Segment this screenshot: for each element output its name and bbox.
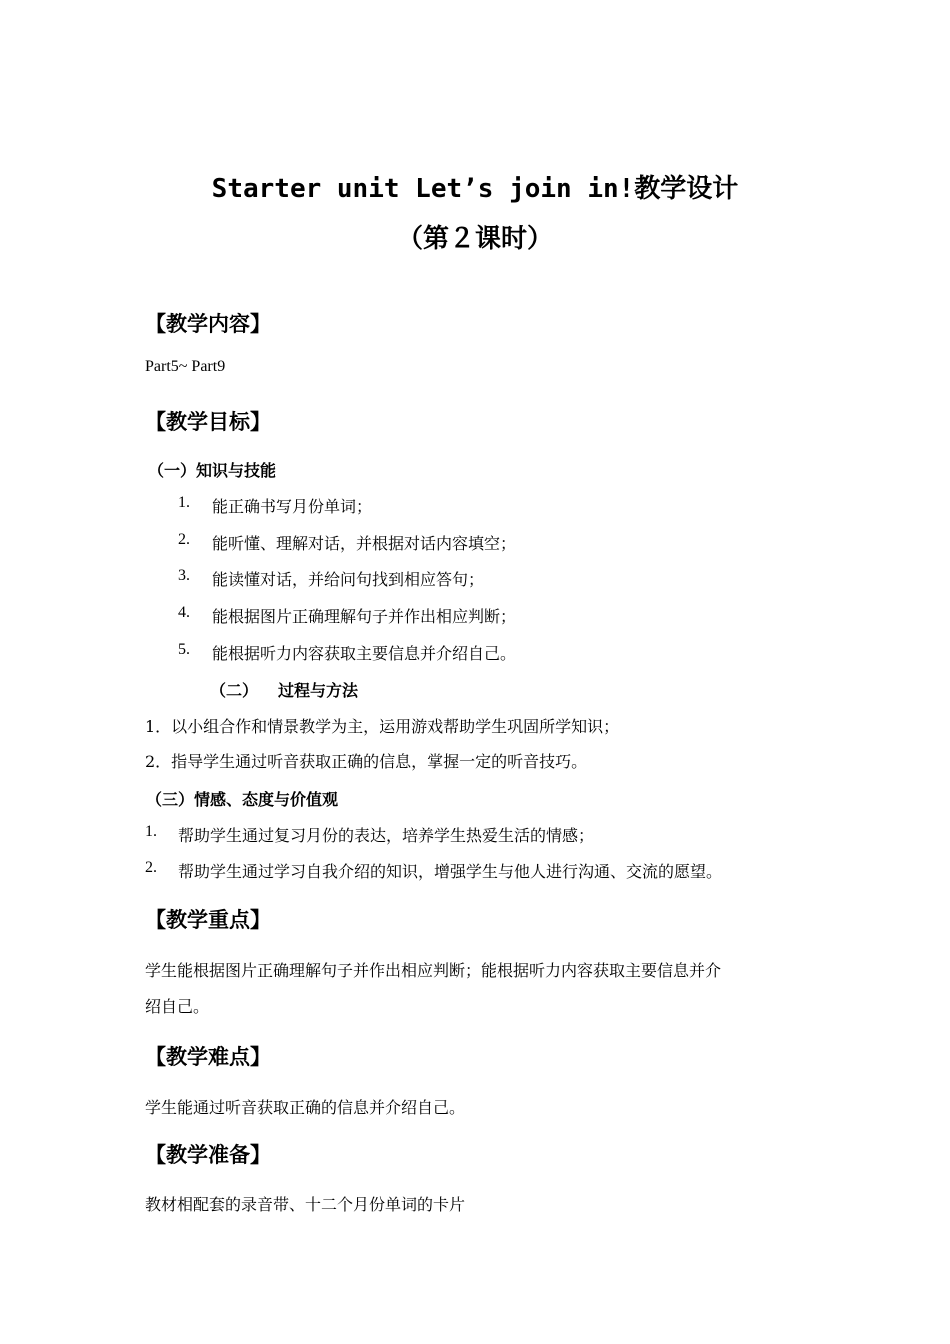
list-item-text: 1．以小组合作和情景教学为主，运用游戏帮助学生巩固所学知识； [145,717,620,736]
section-heading-difficulties: 【教学难点】 [145,1045,271,1069]
content-text: Part5~ Part9 [145,358,226,375]
objectives-part1-title: （一）知识与技能 [148,461,277,480]
list-item-number: 1. [145,823,157,840]
list-item-number: 1. [178,494,190,511]
list-item-text: 能听懂、理解对话，并根据对话内容填空； [212,534,517,553]
list-item-text: 能根据图片正确理解句子并作出相应判断； [212,607,517,626]
list-item-number: 5. [178,641,190,658]
objectives-part3-title: （三）情感、态度与价值观 [146,790,339,809]
document-subtitle: （第２课时） [396,224,553,254]
preparation-text: 教材相配套的录音带、十二个月份单词的卡片 [145,1195,466,1214]
list-item-text: 能正确书写月份单词； [212,497,373,516]
section-heading-objectives: 【教学目标】 [145,410,271,434]
document-title: Starter unit Let’s join in!教学设计 [211,174,739,204]
list-item-text: 帮助学生通过学习自我介绍的知识，增强学生与他人进行沟通、交流的愿望。 [178,862,723,881]
list-item-number: 2. [145,859,157,876]
section-heading-content: 【教学内容】 [145,312,271,336]
objectives-part2-number: （二） [210,681,259,700]
difficulties-text: 学生能通过听音获取正确的信息并介绍自己。 [145,1098,466,1117]
list-item-text: 帮助学生通过复习月份的表达，培养学生热爱生活的情感； [178,826,595,845]
key-points-text-continued: 绍自己。 [145,997,210,1016]
list-item-text: 能根据听力内容获取主要信息并介绍自己。 [212,644,517,663]
section-heading-key-points: 【教学重点】 [145,908,271,932]
list-item-number: 4. [178,604,190,621]
list-item-number: 2. [178,531,190,548]
objectives-part2-title: 过程与方法 [278,681,359,700]
key-points-text: 学生能根据图片正确理解句子并作出相应判断；能根据听力内容获取主要信息并介 [145,961,722,980]
list-item-number: 3. [178,567,190,584]
list-item-text: 能读懂对话，并给问句找到相应答句； [212,570,485,589]
section-heading-preparation: 【教学准备】 [145,1143,271,1167]
list-item-text: 2．指导学生通过听音获取正确的信息，掌握一定的听音技巧。 [145,752,588,771]
